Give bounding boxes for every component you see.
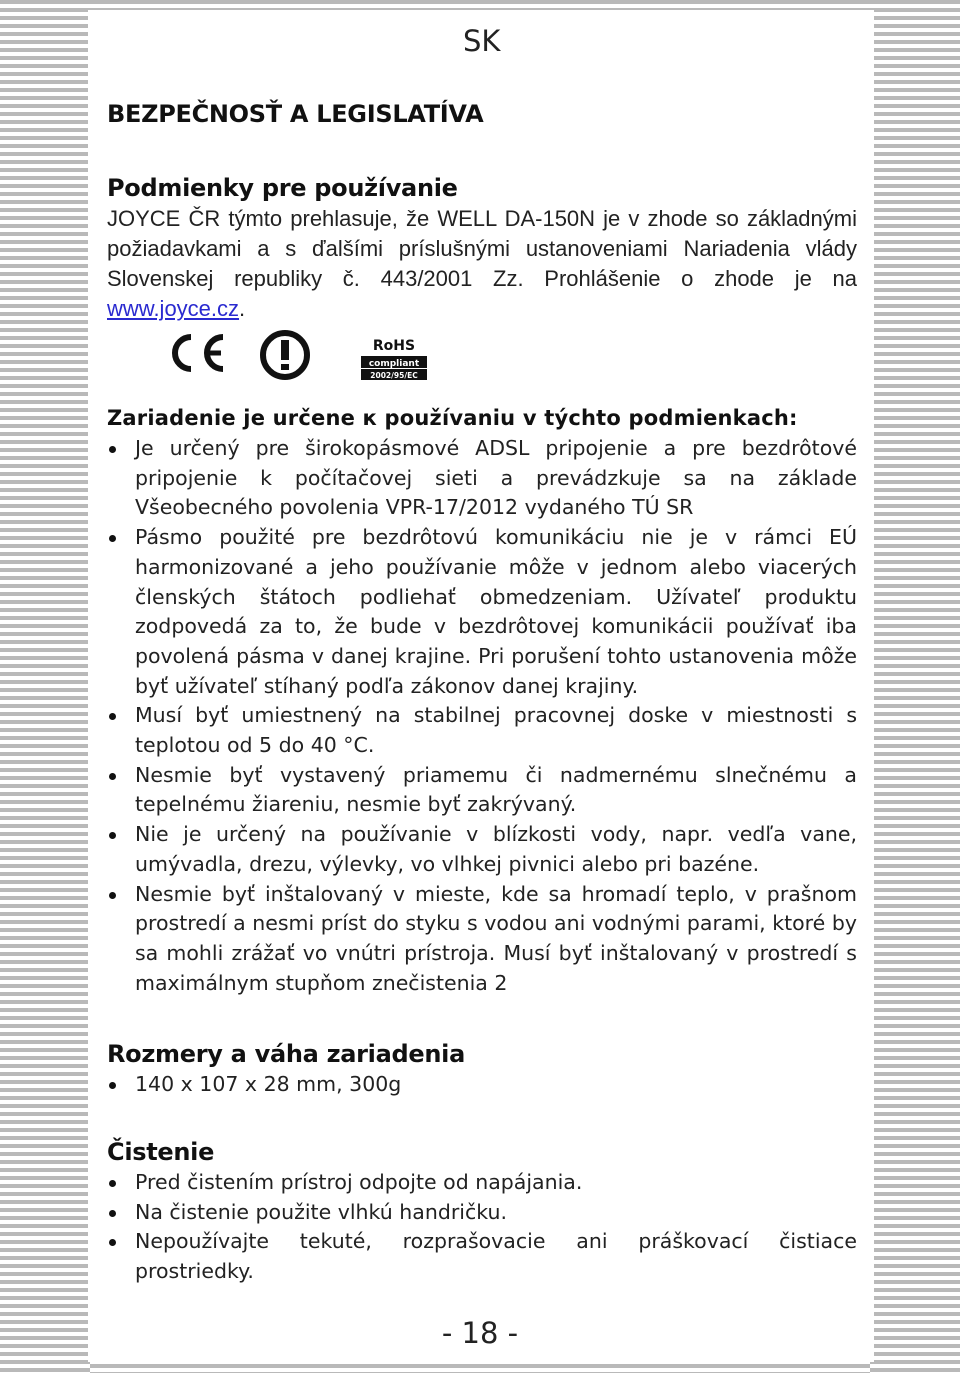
- list-item: Nesmie byť inštalovaný v mieste, kde sa hromadí teplo, v prašnom prostredí a nesmi príst do styku s vodou ani vodnými parami, ktoré by sa mohli zrážať vo vnútri prístroja. Musí byť inštalovaný v prostredí s maximálnym stupňom znečistenia 2: [107, 880, 857, 999]
- conditions-paragraph: [107, 204, 857, 324]
- list-item: Je určený pre širokopásmové ADSL pripojenie a pre bezdrôtové pripojenie k počítačovej sieti a prevádzkuje sa na základe Všeobecného povolenia VPR-17/2012 vydaného TÚ SR: [107, 434, 857, 523]
- list-item: Nepoužívajte tekuté, rozprašovacie ani práškovací čistiace prostriedky.: [107, 1227, 857, 1286]
- cleaning-heading: Čistenie: [107, 1138, 215, 1167]
- conditions-text: JOYCE ČR týmto prehlasuje, že WELL DA-150N je v zhode so základnými požiadavkami a s ďalšími príslušnými ustanoveniami Nariadenia vlády Slovenskej republiky č. 443/2001 Zz. Prohlášenie o zhode je na: [107, 206, 857, 291]
- list-item: Nie je určený na používanie v blízkosti vody, napr. vedľa vane, umývadla, drezu, výlevky, vo vlhkej pivnici alebo pri bazéne.: [107, 820, 857, 879]
- list-item: 140 x 107 x 28 mm, 300g: [107, 1070, 857, 1100]
- conditions-text-end: .: [239, 296, 246, 321]
- list-item: Musí byť umiestnený na stabilnej pracovnej doske v miestnosti s teplotou od 5 do 40 °C.: [107, 701, 857, 760]
- certification-logos: [107, 330, 857, 394]
- decorative-stripes-right: [870, 0, 960, 1373]
- ce-mark-icon: [165, 332, 229, 374]
- conditions-heading: Podmienky pre používanie: [107, 174, 458, 202]
- page-number: - 18 -: [441, 1316, 519, 1350]
- rohs-directive-label: 2002/95/EC: [370, 371, 418, 380]
- dimensions-section: [107, 1040, 857, 1100]
- joyce-website-link[interactable]: www.joyce.cz: [107, 296, 240, 321]
- conditions-section: [107, 174, 857, 998]
- list-item: Nesmie byť vystavený priamemu či nadmernému slnečnému a tepelnému žiareniu, nesmie byť zakrývaný.: [107, 761, 857, 820]
- list-item: Na čistenie použite vlhkú handričku.: [107, 1198, 857, 1228]
- list-item: Pásmo použité pre bezdrôtovú komunikáciu nie je v rámci EÚ harmonizované a jeho používanie môže v jednom alebo viacerých členských štátoch podliehať obmedzeniam. Užívateľ produktu zodpovedá za to, že bude v bezdrôtovej komunikácii používať iba povolená pásma v danej krajine. Pri porušení tohto ustanovenia môže byť užívateľ stíhaný podľa zákonov danej krajiny.: [107, 523, 857, 701]
- usage-conditions-list: [107, 434, 857, 998]
- page-title: BEZPEČNOSŤ A LEGISLATÍVA: [107, 100, 484, 128]
- dimensions-list: [107, 1070, 857, 1100]
- rohs-compliant-label: compliant: [368, 359, 420, 369]
- language-code: SK: [463, 24, 501, 58]
- rohs-compliant-icon: [361, 336, 427, 382]
- rohs-label: RoHS: [372, 338, 416, 354]
- document-content: [107, 100, 857, 1287]
- list-item: Pred čistením prístroj odpojte od napájania.: [107, 1168, 857, 1198]
- dimensions-heading: Rozmery a váha zariadenia: [107, 1040, 465, 1069]
- warning-exclamation-icon: [257, 329, 313, 381]
- cleaning-list: [107, 1168, 857, 1287]
- cleaning-section: [107, 1138, 857, 1287]
- usage-conditions-heading: Zariadenie je určene к používaniu v týchto podmienkach:: [107, 406, 798, 430]
- decorative-stripes-left: [0, 0, 90, 1373]
